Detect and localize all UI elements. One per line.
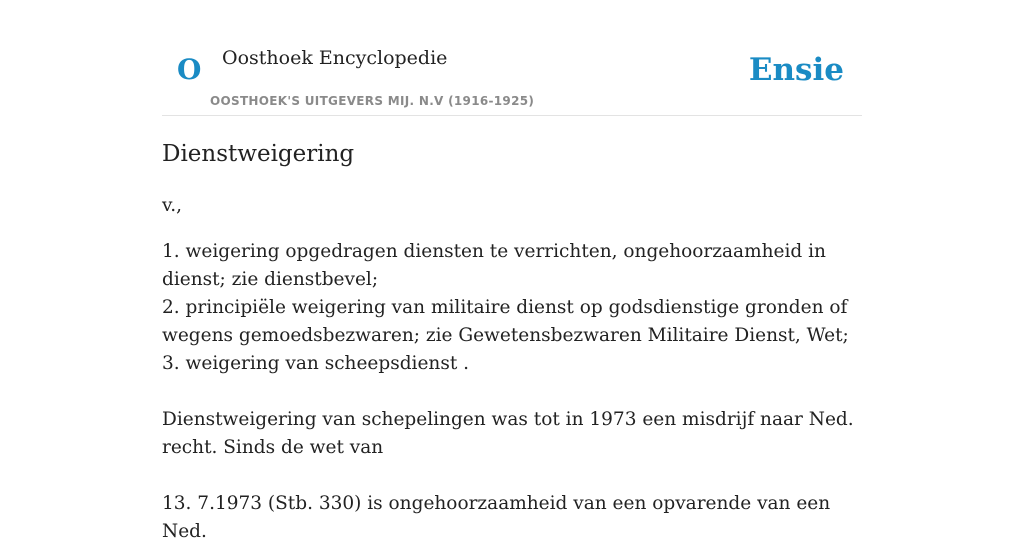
article-title: Dienstweigering	[162, 141, 355, 167]
article-paragraph: Dienstweigering van schepelingen was tot in 1973 een misdrijf naar Ned. recht. Sinds de wet van	[162, 409, 854, 458]
site-logo[interactable]: O	[177, 53, 202, 86]
publication-title[interactable]: Oosthoek Encyclopedie	[222, 47, 448, 69]
site-header	[162, 0, 862, 116]
definition-item: 2. principiële weigering van militaire dienst op godsdienstige gronden of wegens gemoedsbezwaren; zie Gewetensbezwaren Militaire Dienst, Wet;	[162, 297, 849, 346]
article-paragraph: 13. 7.1973 (Stb. 330) is ongehoorzaamheid van een opvarende van een Ned.	[162, 493, 831, 542]
publisher-subtitle: OOSTHOEK'S UITGEVERS MIJ. N.V (1916-1925)	[210, 94, 535, 108]
definition-item: 3. weigering van scheepsdienst .	[162, 353, 470, 374]
definition-item: 1. weigering opgedragen diensten te verrichten, ongehoorzaamheid in dienst; zie dienstbevel;	[162, 241, 826, 290]
brand-logo-link[interactable]: Ensie	[748, 52, 844, 88]
page-container	[162, 0, 862, 542]
article-body	[162, 192, 862, 546]
article-gender: v.,	[162, 195, 183, 216]
